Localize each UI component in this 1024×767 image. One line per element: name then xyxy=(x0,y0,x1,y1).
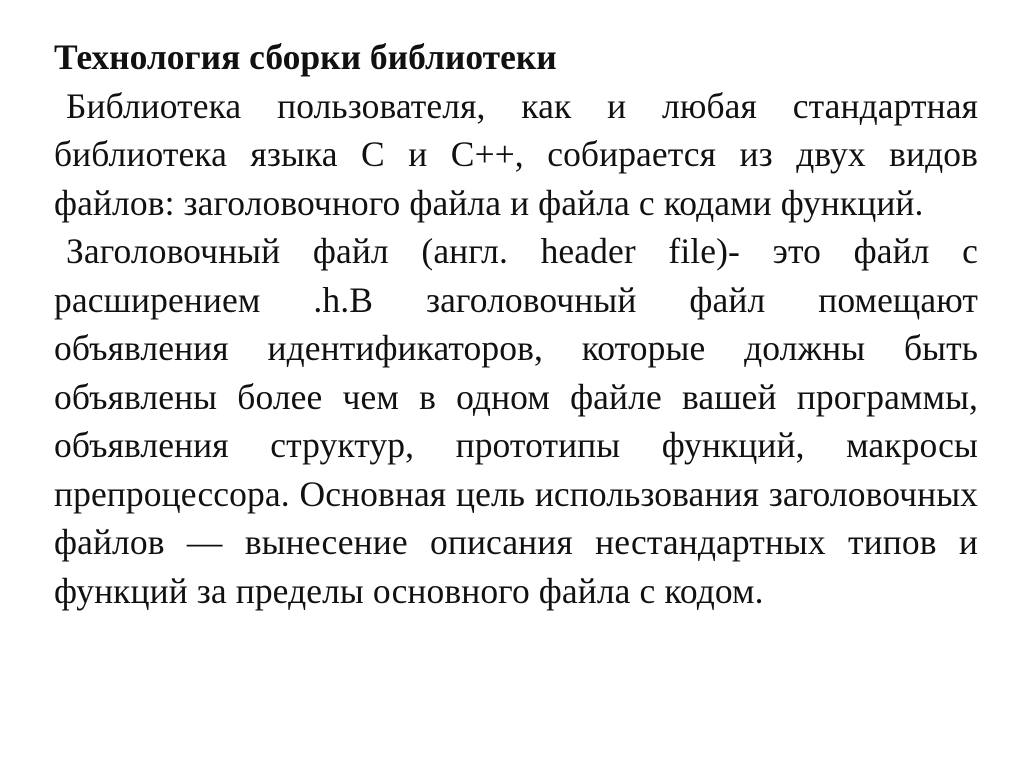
paragraph-library-intro: Библиотека пользователя, как и любая стандартная библиотека языка С и С++, собирается из двух видов файлов: заголовочного файла и файла с кодами функций. xyxy=(54,85,978,223)
paragraph-header-file: Заголовочный файл (англ. header file)- это файл с расширением .h.В заголовочный файл помещают объявления идентификаторов, которые должны быть объявлены более чем в одном файле вашей программы, объявления структур, прототипы функций, макросы препроцессора. Основная цель использования заголовочных файлов — вынесение описания нестандартных типов и функций за пределы основного файла с кодом. xyxy=(54,231,978,611)
slide-content xyxy=(54,33,978,615)
slide-title: Технология сборки библиотеки xyxy=(54,37,557,77)
